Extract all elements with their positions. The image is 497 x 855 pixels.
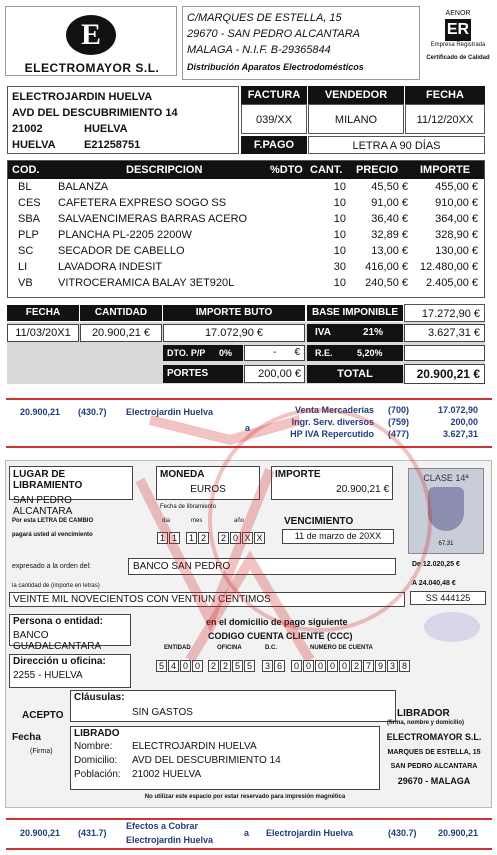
re-row xyxy=(307,345,403,361)
digit-box: 3 xyxy=(262,660,273,672)
cell-importe: 910,00 € xyxy=(435,197,478,209)
table-row xyxy=(8,275,484,291)
address-line2: 29670 - SAN PEDRO ALCANTARA xyxy=(187,28,361,40)
digit-box: 1 xyxy=(169,532,180,544)
cell-desc: CAFETERA EXPRESO SOGO SS xyxy=(58,197,227,209)
orden-label: expresado a la orden del: xyxy=(12,563,91,570)
direccion-value: 2255 - HUELVA xyxy=(13,670,83,681)
dto-pp-eur: € xyxy=(294,347,300,358)
cell-cod: SBA xyxy=(18,213,41,225)
items-table xyxy=(7,160,485,298)
cell-cod: BL xyxy=(18,181,32,193)
entidad-digits xyxy=(156,656,204,674)
importe-box xyxy=(271,466,393,500)
moneda-box xyxy=(156,466,260,500)
journal1-line-value: 3.627,31 xyxy=(442,429,478,439)
journal1-line-label: Ingr. Serv. diversos xyxy=(291,417,374,427)
digit-box: 2 xyxy=(208,660,219,672)
journal2-top-line xyxy=(6,818,492,820)
stamp-title: CLASE 14ª xyxy=(423,473,469,483)
journal2-amount: 20.900,21 xyxy=(20,828,61,838)
digit-box: 5 xyxy=(156,660,167,672)
dto-pp-dash: - xyxy=(273,347,277,358)
digit-box: 8 xyxy=(399,660,410,672)
table-row xyxy=(8,211,484,227)
items-header-row xyxy=(8,161,484,179)
journal2-name: Electrojardin Huelva xyxy=(266,828,354,838)
anio-label: año xyxy=(234,518,245,524)
digit-box: 9 xyxy=(375,660,386,672)
journal1-line xyxy=(270,417,484,429)
digit-box: 3 xyxy=(387,660,398,672)
dto-pp-value xyxy=(244,345,305,361)
fecha-value: 11/12/20XX xyxy=(405,104,485,134)
company-tagline: Distribución Aparatos Electrodomésticos xyxy=(187,62,364,72)
digit-box: 1 xyxy=(186,532,197,544)
dto-pp-pct: 0% xyxy=(219,348,233,358)
vendedor-value: MILANO xyxy=(308,104,404,134)
fpago-value: LETRA A 90 DÍAS xyxy=(308,136,485,154)
cell-cant: 10 xyxy=(333,181,346,193)
re-value xyxy=(404,345,485,361)
iva-label: IVA xyxy=(315,327,331,338)
company-address xyxy=(182,6,420,80)
company-logo xyxy=(5,6,177,76)
digit-box: 0 xyxy=(315,660,326,672)
fecha-header: FECHA xyxy=(405,86,485,104)
librador-addr3: 29670 - MALAGA xyxy=(397,776,471,786)
totals-cantidad-header: CANTIDAD xyxy=(80,305,162,321)
fpago-label: F.PAGO xyxy=(241,136,307,154)
dc-label: D.C. xyxy=(265,645,277,651)
firma-label: (Firma) xyxy=(30,748,53,755)
col-cant: CANT. xyxy=(310,164,343,176)
moneda-value: EUROS xyxy=(190,484,226,495)
cell-precio: 36,40 € xyxy=(371,213,408,225)
journal1-amount: 20.900,21 xyxy=(20,407,61,417)
table-row xyxy=(8,179,484,195)
cantidad-letras-value: VEINTE MIL NOVECIENTOS CON VENTIUN CENTIMOS xyxy=(9,592,405,607)
aenor-label: AENOR xyxy=(445,10,471,17)
por-esta-line1: Por esta LETRA DE CAMBIO xyxy=(12,518,94,524)
poblacion-label: Población: xyxy=(74,769,121,780)
digit-box: X xyxy=(254,532,265,544)
journal2-label1: Efectos a Cobrar xyxy=(126,821,199,831)
portes-value: 200,00 € xyxy=(244,365,305,383)
digit-box: 5 xyxy=(232,660,243,672)
journal1-lines xyxy=(270,405,484,441)
cell-importe: 364,00 € xyxy=(435,213,478,225)
digit-box: 2 xyxy=(351,660,362,672)
lugar-value: SAN PEDRO ALCANTARA xyxy=(13,495,73,517)
col-importe: IMPORTE xyxy=(420,164,471,176)
dto-pp-label: DTO. P/P xyxy=(167,348,206,358)
persona-box xyxy=(9,614,131,652)
entidad-label: ENTIDAD xyxy=(164,645,191,651)
col-dto: %DTO xyxy=(270,164,303,176)
journal2-a: a xyxy=(244,828,250,838)
totals-fecha-value: 11/03/20X1 xyxy=(7,324,79,342)
direccion-box xyxy=(9,654,131,688)
persona-value: BANCO GUADALCANTARA xyxy=(13,630,102,652)
journal1-line-account: (477) xyxy=(388,429,410,439)
cell-desc: SECADOR DE CABELLO xyxy=(58,245,185,257)
journal2-account: (431.7) xyxy=(78,828,107,838)
cell-cod: PLP xyxy=(18,229,39,241)
domicilio2-label: Domicilio: xyxy=(74,755,118,766)
re-label: R.E. xyxy=(315,348,333,358)
iva-row xyxy=(307,324,403,342)
journal1-account: (430.7) xyxy=(78,407,107,417)
tax-stamp xyxy=(408,468,484,554)
cell-desc: SALVAENCIMERAS BARRAS ACERO xyxy=(58,213,248,225)
journal1-line-account: (759) xyxy=(388,417,410,427)
journal1-line xyxy=(270,429,484,441)
cantidad-letras-label: la cantidad de (importe en letras) xyxy=(12,583,100,589)
cell-desc: LAVADORA INDESIT xyxy=(58,261,163,273)
portes-label: PORTES xyxy=(163,365,243,383)
digit-box: 0 xyxy=(192,660,203,672)
magnetic-note: No utilizar este espacio por estar reservado para impresión magnética xyxy=(144,794,346,800)
cell-cant: 10 xyxy=(333,229,346,241)
cell-cant: 10 xyxy=(333,197,346,209)
col-cod: COD. xyxy=(12,164,40,176)
address-line3: MALAGA - N.I.F. B-29365844 xyxy=(187,44,331,56)
client-code: E21258751 xyxy=(84,139,141,151)
coat-of-arms-icon xyxy=(428,487,464,531)
orden-value: BANCO SAN PEDRO xyxy=(128,558,396,575)
dia-label: dia xyxy=(162,518,171,524)
client-city: HUELVA xyxy=(84,123,128,135)
iva-value: 3.627,31 € xyxy=(404,324,485,342)
serie-de: De 12.020,25 € xyxy=(412,561,460,568)
cell-importe: 328,90 € xyxy=(435,229,478,241)
acepto-label: ACEPTO xyxy=(22,710,64,721)
clausulas-label: Cláusulas: xyxy=(74,692,125,703)
totals-importe-buto-header: IMPORTE BUTO xyxy=(163,305,305,321)
digit-box: 0 xyxy=(180,660,191,672)
importe-value: 20.900,21 € xyxy=(336,484,389,495)
cell-cod: VB xyxy=(18,277,33,289)
cuenta-label: NUMERO DE CUENTA xyxy=(310,645,373,651)
fecha-libr-label: Fecha de libramiento xyxy=(160,504,217,510)
journal1-top-line xyxy=(6,398,492,400)
librado-label: LIBRADO xyxy=(74,728,120,739)
cell-importe: 12.480,00 € xyxy=(419,261,478,273)
cell-precio: 32,89 € xyxy=(371,229,408,241)
journal1-line xyxy=(270,405,484,417)
dto-pp-row xyxy=(163,345,243,361)
stamp-value: 67,31 xyxy=(438,541,454,547)
totals-importe-buto-value: 17.072,90 € xyxy=(163,324,305,342)
col-precio: PRECIO xyxy=(356,164,399,176)
vencimiento-value: 11 de marzo de 20XX xyxy=(282,529,394,544)
journal1-bottom-line xyxy=(6,446,492,448)
anio-digits xyxy=(218,528,266,546)
digit-box: 2 xyxy=(218,532,229,544)
por-esta-line2: pagará usted al vencimiento xyxy=(12,532,93,538)
journal2-bottom-line xyxy=(6,848,492,850)
digit-box: 4 xyxy=(168,660,179,672)
table-row xyxy=(8,243,484,259)
table-row xyxy=(8,195,484,211)
cell-cant: 10 xyxy=(333,277,346,289)
iva-pct: 21% xyxy=(363,327,384,338)
librador-name: ELECTROMAYOR S.L. xyxy=(386,732,482,742)
cell-precio: 13,00 € xyxy=(371,245,408,257)
mes-label: mes xyxy=(191,518,203,524)
digit-box: X xyxy=(242,532,253,544)
cuenta-digits xyxy=(291,656,411,674)
cell-importe: 2.405,00 € xyxy=(426,277,478,289)
vencimiento-label: VENCIMIENTO xyxy=(284,516,354,527)
digit-box: 2 xyxy=(198,532,209,544)
lugar-label: LUGAR DE LIBRAMIENTO xyxy=(13,469,83,491)
clausulas-box xyxy=(70,690,396,722)
nombre-label: Nombre: xyxy=(74,741,113,752)
lugar-box xyxy=(9,466,133,517)
digit-box: 5 xyxy=(244,660,255,672)
client-block xyxy=(7,86,239,154)
col-descripcion: DESCRIPCION xyxy=(126,164,203,176)
librador-block xyxy=(378,730,490,788)
cell-precio: 416,00 € xyxy=(365,261,408,273)
cell-importe: 130,00 € xyxy=(435,245,478,257)
table-row xyxy=(8,227,484,243)
journal1-line-account: (700) xyxy=(388,405,410,415)
digit-box: 2 xyxy=(220,660,231,672)
vendedor-header: VENDEDOR xyxy=(308,86,404,104)
clausulas-value: SIN GASTOS xyxy=(132,707,193,718)
factura-header: FACTURA xyxy=(241,86,307,104)
total-value: 20.900,21 € xyxy=(404,364,485,384)
dc-digits xyxy=(262,656,286,674)
persona-label: Persona o entidad: xyxy=(13,616,104,627)
serie-number: SS 444125 xyxy=(410,591,486,605)
logo-text: ELECTROMAYOR S.L. xyxy=(24,61,160,75)
cell-cant: 10 xyxy=(333,245,346,257)
digit-box: 0 xyxy=(291,660,302,672)
base-imponible-label: BASE IMPONIBLE xyxy=(307,305,403,321)
cert-sub: Empresa Registrada xyxy=(430,42,486,48)
ccc-label: CODIGO CUENTA CLIENTE (CCC) xyxy=(208,631,353,641)
er-certification-icon: ER xyxy=(445,19,471,41)
client-province: HUELVA xyxy=(12,139,56,151)
aenor-certificate xyxy=(424,6,492,80)
dia-digits xyxy=(157,528,181,546)
fecha-label: Fecha xyxy=(12,732,41,743)
librador-addr2: SAN PEDRO ALCANTARA xyxy=(390,763,478,770)
total-label: TOTAL xyxy=(307,365,403,383)
mes-digits xyxy=(186,528,210,546)
cell-cod: CES xyxy=(18,197,41,209)
re-pct: 5,20% xyxy=(357,348,383,358)
cell-cant: 30 xyxy=(333,261,346,273)
direccion-label: Dirección u oficina: xyxy=(13,656,106,667)
totals-cantidad-value: 20.900,21 € xyxy=(80,324,162,342)
cell-precio: 45,50 € xyxy=(371,181,408,193)
client-name: ELECTROJARDIN HUELVA xyxy=(12,91,153,103)
client-street: AVD DEL DESCUBRIMIENTO 14 xyxy=(12,107,178,119)
journal1-line-value: 17.072,90 xyxy=(437,405,478,415)
base-imponible-value: 17.272,90 € xyxy=(404,304,485,322)
librador-label: LIBRADOR xyxy=(397,708,450,719)
cell-desc: PLANCHA PL-2205 2200W xyxy=(58,229,192,241)
cell-desc: BALANZA xyxy=(58,181,109,193)
client-postcode: 21002 xyxy=(12,123,43,135)
journal2-amount2: 20.900,21 xyxy=(438,828,479,838)
journal1-a: a xyxy=(245,423,251,433)
digit-box: 1 xyxy=(157,532,168,544)
journal2-label2: Electrojardin Huelva xyxy=(126,835,214,845)
importe-label: IMPORTE xyxy=(275,469,321,480)
journal1-line-label: HP IVA Repercutido xyxy=(290,429,374,439)
cert-caption: Certificado de Calidad xyxy=(426,55,490,61)
digit-box: 0 xyxy=(230,532,241,544)
cell-precio: 91,00 € xyxy=(371,197,408,209)
poblacion-value: 21002 HUELVA xyxy=(132,769,202,780)
cell-cod: SC xyxy=(18,245,34,257)
domicilio-pago-label: en el domicilio de pago siguiente xyxy=(206,617,348,627)
cell-desc: VITROCERAMICA BALAY 3ET920L xyxy=(58,277,235,289)
address-line1: C/MARQUES DE ESTELLA, 15 xyxy=(187,12,342,24)
digit-box: 6 xyxy=(274,660,285,672)
moneda-label: MONEDA xyxy=(160,469,205,480)
librador-sub: (firma, nombre y domicilio) xyxy=(387,720,465,726)
serie-a: A 24.040,48 € xyxy=(412,580,456,587)
totals-fecha-header: FECHA xyxy=(7,305,79,321)
table-row xyxy=(8,259,484,275)
digit-box: 7 xyxy=(363,660,374,672)
factura-value: 039/XX xyxy=(241,104,307,134)
oficina-label: OFICINA xyxy=(217,645,242,651)
journal1-line-label: Venta Mercaderías xyxy=(294,405,374,415)
cell-cant: 10 xyxy=(333,213,346,225)
security-emblem xyxy=(424,612,480,642)
digit-box: 0 xyxy=(303,660,314,672)
journal1-name: Electrojardin Huelva xyxy=(126,407,214,417)
journal2-account2: (430.7) xyxy=(388,828,417,838)
librado-box xyxy=(70,726,380,790)
digit-box: 0 xyxy=(339,660,350,672)
logo-e-icon: E xyxy=(66,15,116,55)
oficina-digits xyxy=(208,656,256,674)
cell-cod: LI xyxy=(18,261,28,273)
journal1-line-value: 200,00 xyxy=(450,417,478,427)
cell-importe: 455,00 € xyxy=(435,181,478,193)
digit-box: 0 xyxy=(327,660,338,672)
cell-precio: 240,50 € xyxy=(365,277,408,289)
nombre-value: ELECTROJARDIN HUELVA xyxy=(132,741,257,752)
domicilio2-value: AVD DEL DESCUBRIMIENTO 14 xyxy=(132,755,281,766)
librador-addr1: MARQUES DE ESTELLA, 15 xyxy=(387,749,481,756)
